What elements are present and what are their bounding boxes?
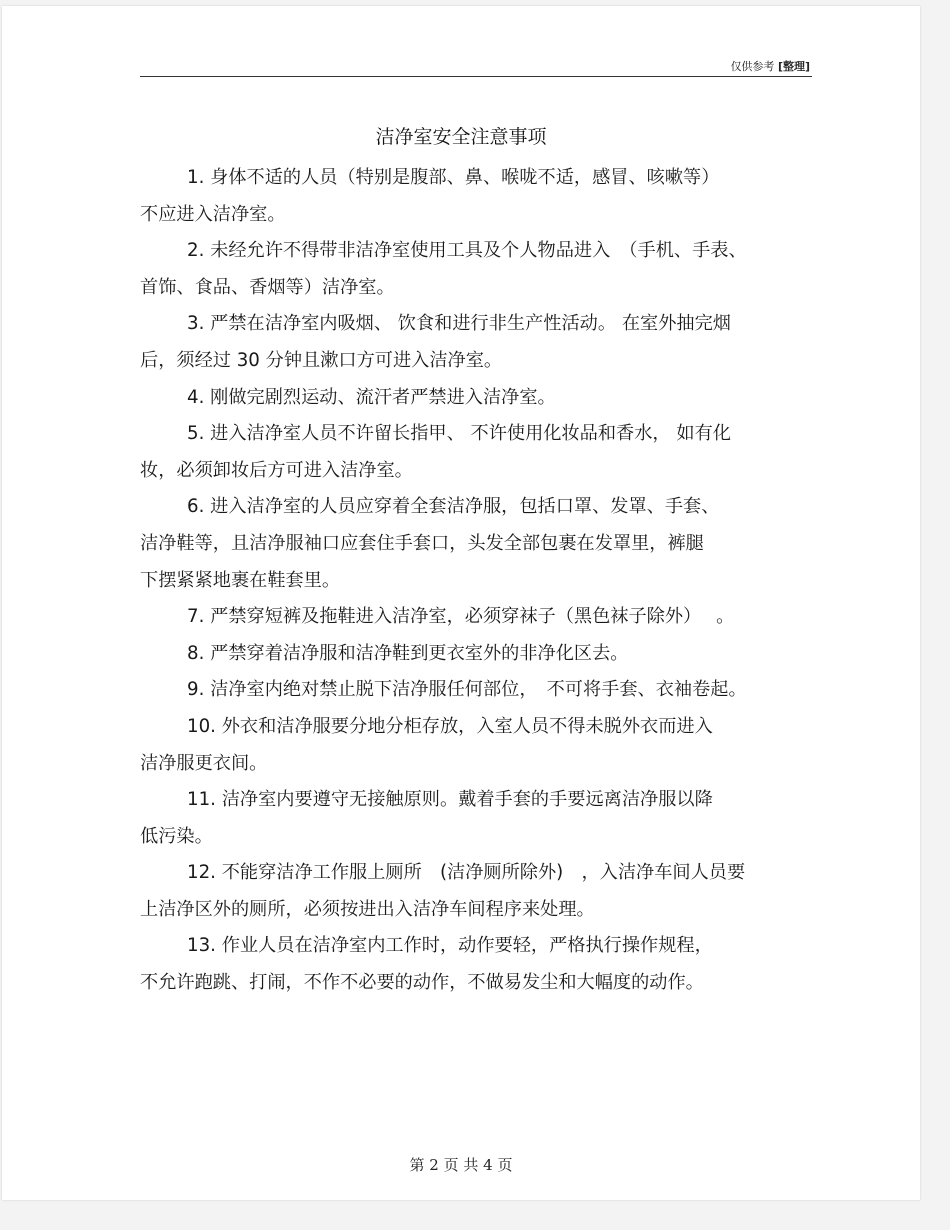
item-continuation-line: 妆，必须卸妆后方可进入洁净室。 bbox=[140, 459, 413, 481]
item-first-line: 2. 未经允许不得带非洁净室使用工具及个人物品进入 （手机、手表、 bbox=[187, 240, 747, 262]
item-first-line: 11. 洁净室内要遵守无接触原则。戴着手套的手要远离洁净服以降 bbox=[187, 789, 713, 811]
item-continuation-line: 洁净鞋等，且洁净服袖口应套住手套口，头发全部包裹在发罩里，裤腿 bbox=[140, 532, 704, 554]
item-first-line: 12. 不能穿洁净工作服上厕所 (洁净厕所除外) ，入洁净车间人员要 bbox=[187, 862, 746, 884]
item-continuation-line: 洁净服更衣间。 bbox=[140, 752, 268, 774]
list-item bbox=[140, 380, 808, 417]
list-item bbox=[140, 928, 808, 1001]
item-first-line: 3. 严禁在洁净室内吸烟、 饮食和进行非生产性活动。 在室外抽完烟 bbox=[187, 313, 731, 335]
item-first-line: 8. 严禁穿着洁净服和洁净鞋到更衣室外的非净化区去。 bbox=[187, 642, 629, 664]
list-item bbox=[140, 233, 808, 306]
list-item bbox=[140, 599, 808, 636]
list-item bbox=[140, 160, 808, 233]
item-continuation-line: 下摆紧紧地裹在鞋套里。 bbox=[140, 569, 341, 591]
list-item bbox=[140, 855, 808, 928]
item-continuation-line: 首饰、食品、香烟等）洁净室。 bbox=[140, 276, 395, 298]
item-continuation-line: 上洁净区外的厕所，必须按进出入洁净车间程序来处理。 bbox=[140, 898, 595, 920]
item-first-line: 6. 进入洁净室的人员应穿着全套洁净服，包括口罩、发罩、手套、 bbox=[187, 496, 720, 518]
item-first-line: 4. 刚做完剧烈运动、流汗者严禁进入洁净室。 bbox=[187, 386, 556, 408]
list-item bbox=[140, 416, 808, 489]
item-continuation-line: 低污染。 bbox=[140, 825, 213, 847]
page-footer: 第 2 页 共 4 页 bbox=[409, 1156, 513, 1174]
item-continuation-line: 后，须经过 30 分钟且漱口方可进入洁净室。 bbox=[140, 349, 503, 371]
header-rule bbox=[140, 76, 812, 77]
item-continuation-line: 不允许跑跳、打闹，不作不必要的动作，不做易发尘和大幅度的动作。 bbox=[140, 972, 704, 994]
item-first-line: 5. 进入洁净室人员不许留长指甲、 不许使用化妆品和香水， 如有化 bbox=[187, 423, 731, 445]
item-first-line: 10. 外衣和洁净服要分地分柜存放，入室人员不得未脱外衣而进入 bbox=[187, 715, 713, 737]
list-item bbox=[140, 489, 808, 599]
item-continuation-line: 不应进入洁净室。 bbox=[140, 203, 286, 225]
item-first-line: 13. 作业人员在洁净室内工作时，动作要轻，严格执行操作规程， bbox=[187, 935, 713, 957]
document-body bbox=[140, 160, 808, 1002]
item-first-line: 9. 洁净室内绝对禁止脱下洁净服任何部位， 不可将手套、衣袖卷起。 bbox=[187, 679, 747, 701]
header-label: 仅供参考 bbox=[730, 60, 775, 73]
document-title: 洁净室安全注意事项 bbox=[375, 126, 547, 148]
list-item bbox=[140, 709, 808, 782]
list-item bbox=[140, 636, 808, 673]
item-first-line: 1. 身体不适的人员（特别是腹部、鼻、喉咙不适，感冒、咳嗽等） bbox=[187, 167, 720, 188]
page-header bbox=[730, 58, 810, 74]
list-item bbox=[140, 782, 808, 855]
document-page bbox=[2, 6, 920, 1200]
list-item bbox=[140, 306, 808, 379]
item-first-line: 7. 严禁穿短裤及拖鞋进入洁净室，必须穿袜子（黑色袜子除外） 。 bbox=[187, 606, 735, 628]
list-item bbox=[140, 672, 808, 709]
header-bracket: [整理] bbox=[777, 60, 810, 73]
